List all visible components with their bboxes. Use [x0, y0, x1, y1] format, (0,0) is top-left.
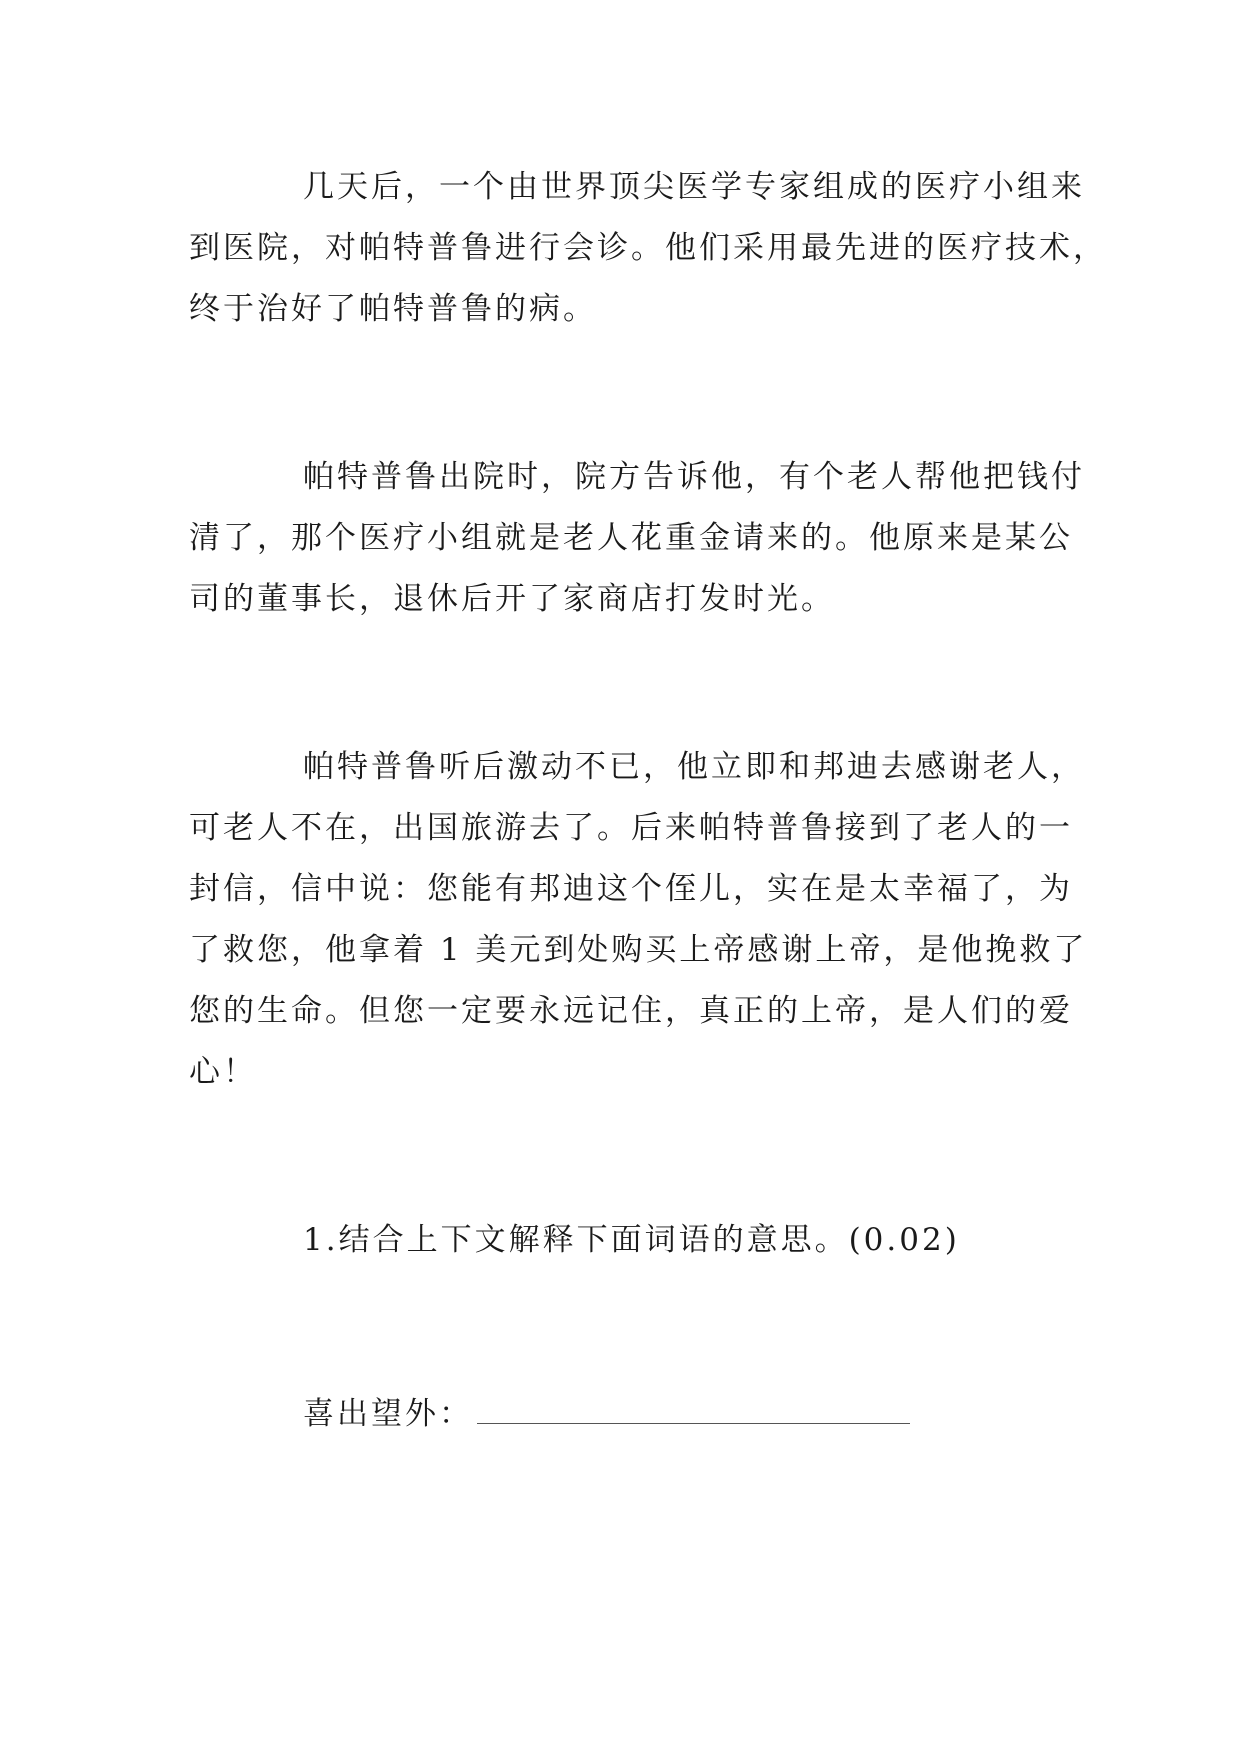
- story-paragraph-3: [189, 737, 1088, 1103]
- paragraph-line: 几天后，一个由世界顶尖医学专家组成的医疗小组来: [303, 169, 1085, 205]
- paragraph-line: 心！: [189, 1054, 257, 1090]
- paragraph-line: 清了，那个医疗小组就是老人花重金请来的。他原来是某公: [189, 520, 1073, 556]
- answer-row: [303, 1384, 910, 1445]
- paragraph-line: 终于治好了帕特普鲁的病。: [189, 291, 597, 327]
- paragraph-line: 到医院，对帕特普鲁进行会诊。他们采用最先进的医疗技术，: [189, 230, 1107, 266]
- answer-term-label: 喜出望外：: [303, 1396, 473, 1432]
- story-paragraph-2: [189, 447, 1085, 630]
- paragraph-line: 帕特普鲁出院时，院方告诉他，有个老人帮他把钱付: [303, 459, 1085, 495]
- paragraph-line: 了救您，他拿着 1 美元到处购买上帝感谢上帝，是他挽救了: [189, 932, 1088, 968]
- answer-blank-line[interactable]: [477, 1387, 910, 1424]
- story-paragraph-1: [189, 157, 1107, 340]
- paragraph-line: 封信，信中说：您能有邦迪这个侄儿，实在是太幸福了，为: [189, 871, 1073, 907]
- question-1-prompt: 1.结合上下文解释下面词语的意思。(0.02): [303, 1222, 960, 1258]
- paragraph-line: 可老人不在，出国旅游去了。后来帕特普鲁接到了老人的一: [189, 810, 1073, 846]
- paragraph-line: 您的生命。但您一定要永远记住，真正的上帝，是人们的爱: [189, 993, 1073, 1029]
- paragraph-line: 帕特普鲁听后激动不已，他立即和邦迪去感谢老人，: [303, 749, 1085, 785]
- paragraph-line: 司的董事长，退休后开了家商店打发时光。: [189, 581, 835, 617]
